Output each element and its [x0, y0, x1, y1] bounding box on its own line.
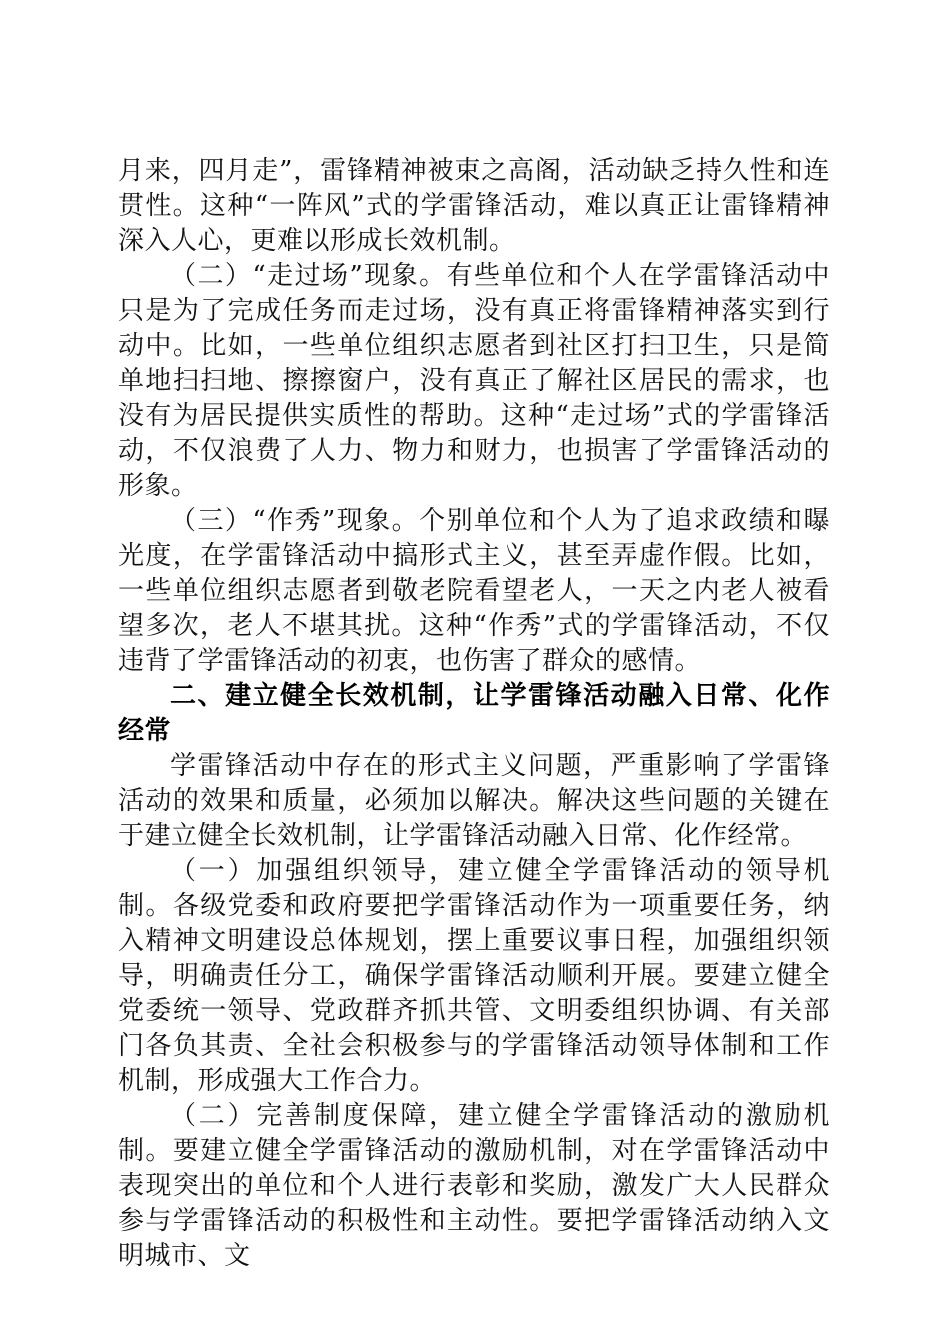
paragraph-organizational-leadership: （一）加强组织领导，建立健全学雷锋活动的领导机制。各级党委和政府要把学雷锋活动作为一项重要任务，纳入精神文明建设总体规划，摆上重要议事日程，加强组织领导，明确责任分工，确保学雷锋活动顺利开展。要建立健全党委统一领导、党政群齐抓共管、文明委组织协调、有关部门各负其责、全社会积极参与的学雷锋活动领导体制和工作机制，形成强大工作合力。: [118, 856, 830, 1096]
paragraph-continuation: 月来，四月走”，雷锋精神被束之高阁，活动缺乏持久性和连贯性。这种“一阵风”式的学雷锋活动，难以真正让雷锋精神深入人心，更难以形成长效机制。: [118, 156, 830, 256]
paragraph-section-intro: 学雷锋活动中存在的形式主义问题，严重影响了学雷锋活动的效果和质量，必须加以解决。解决这些问题的关键在于建立健全长效机制，让学雷锋活动融入日常、化作经常。: [118, 751, 830, 851]
paragraph-incentive-mechanism: （二）完善制度保障，建立健全学雷锋活动的激励机制。要建立健全学雷锋活动的激励机制，对在学雷锋活动中表现突出的单位和个人进行表彰和奖励，激发广大人民群众参与学雷锋活动的积极性和主动性。要把学雷锋活动纳入文明城市、文: [118, 1101, 830, 1271]
document-body: [118, 154, 830, 1274]
paragraph-formalism-going-through-motions: （二）“走过场”现象。有些单位和个人在学雷锋活动中只是为了完成任务而走过场，没有真正将雷锋精神落实到行动中。比如，一些单位组织志愿者到社区打扫卫生，只是简单地扫扫地、擦擦窗户，没有真正了解社区居民的需求，也没有为居民提供实质性的帮助。这种“走过场”式的学雷锋活动，不仅浪费了人力、物力和财力，也损害了学雷锋活动的形象。: [118, 261, 830, 501]
section-heading-long-term-mechanism: 二、建立健全长效机制，让学雷锋活动融入日常、化作经常: [118, 681, 830, 746]
paragraph-formalism-showing-off: （三）“作秀”现象。个别单位和个人为了追求政绩和曝光度，在学雷锋活动中搞形式主义，甚至弄虚作假。比如，一些单位组织志愿者到敬老院看望老人，一天之内老人被看望多次，老人不堪其扰。这种“作秀”式的学雷锋活动，不仅违背了学雷锋活动的初衷，也伤害了群众的感情。: [118, 506, 830, 676]
